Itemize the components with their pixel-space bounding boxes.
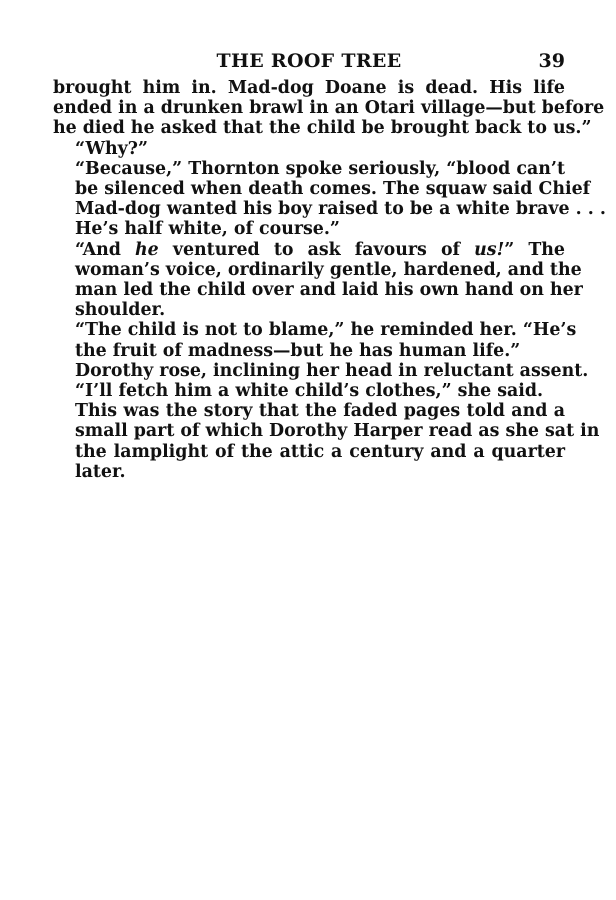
running-header [53, 50, 565, 78]
page-number: 39 [538, 50, 565, 72]
paragraph [53, 401, 600, 482]
text-line: the fruit of madness—but he has human life.” [75, 340, 521, 361]
text-line: be silenced when death comes. The squaw said Chief [75, 179, 591, 200]
text-line: He’s half white, of course.” [75, 219, 340, 240]
text-line: “The child is not to blame,” he reminded her. “He’s [75, 320, 577, 341]
text-line: brought him in. Mad-dog Doane is dead. His life [53, 78, 565, 98]
paragraph [53, 239, 583, 321]
text-line: “Because,” Thornton spoke seriously, “blood can’t [75, 158, 565, 179]
paragraph [53, 78, 605, 139]
paragraph [53, 360, 589, 381]
paragraph [53, 139, 565, 159]
text-line: man led the child over and laid his own hand on her [75, 280, 583, 301]
text-line: Dorothy rose, inclining her head in reluctant assent. [75, 360, 589, 381]
paragraph [53, 320, 577, 361]
emphasis-us: us! [474, 239, 505, 260]
running-title: THE ROOF TREE [216, 50, 402, 72]
text-line: This was the story that the faded pages told and a [75, 401, 565, 422]
text-line: woman’s voice, ordinarily gentle, hardened, and the [75, 259, 582, 280]
paragraph [53, 158, 606, 240]
text-line: small part of which Dorothy Harper read as she sat in [75, 421, 600, 442]
text-run: ventured to ask favours of [158, 239, 475, 260]
text-line: “I’ll fetch him a white child’s clothes,” she said. [75, 381, 544, 402]
text-line: the lamplight of the attic a century and a quarter [75, 441, 565, 462]
paragraph [53, 381, 565, 401]
text-line: shoulder. [75, 300, 166, 321]
emphasis-he: he [135, 239, 159, 260]
book-page [53, 50, 606, 482]
text-run: ” The [504, 239, 565, 260]
text-line: later. [75, 461, 126, 482]
text-line: he died he asked that the child be brought back to us.” [53, 118, 592, 139]
text-line: ended in a drunken brawl in an Otari village—but before [53, 98, 605, 119]
text-run: “And [75, 239, 136, 260]
text-line: “Why?” [75, 138, 148, 159]
body-text [53, 78, 606, 482]
text-line: Mad-dog wanted his boy raised to be a white brave . . . [75, 199, 606, 220]
text-line [53, 240, 565, 260]
